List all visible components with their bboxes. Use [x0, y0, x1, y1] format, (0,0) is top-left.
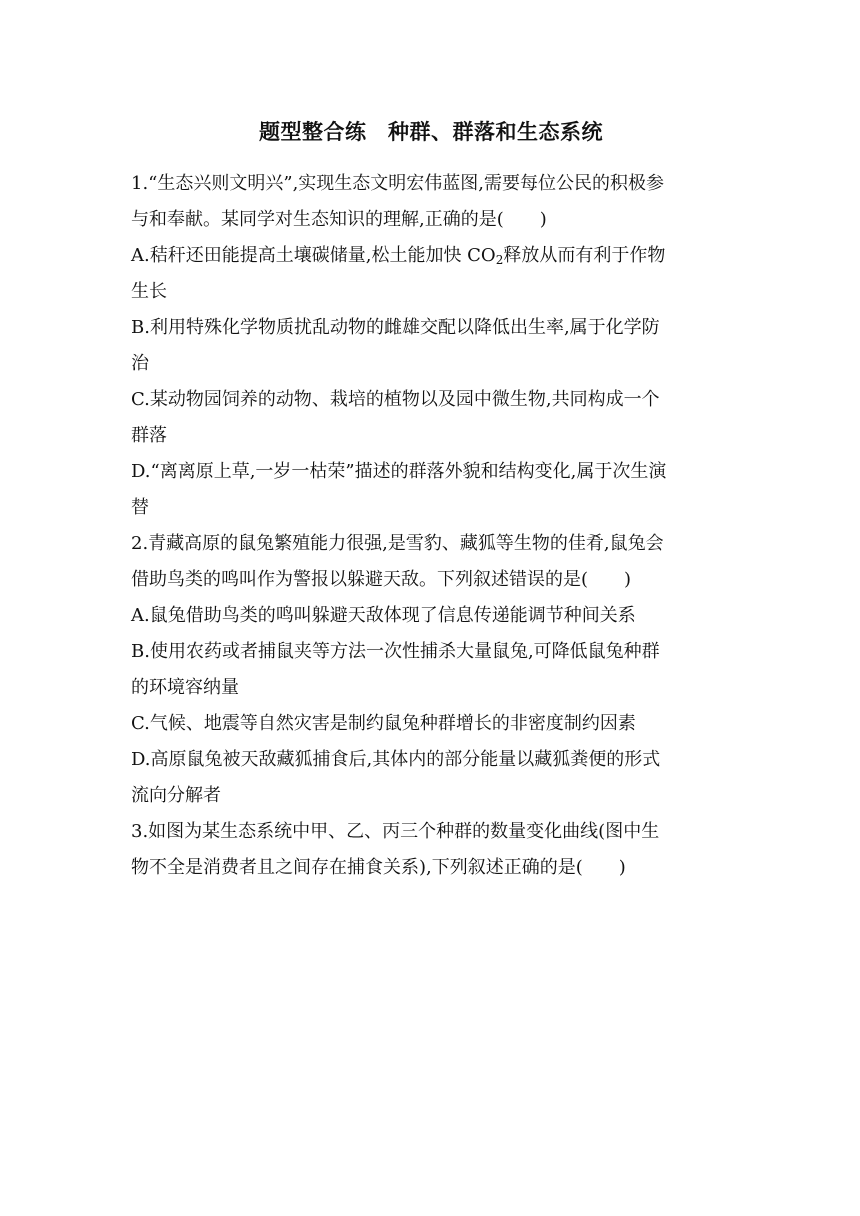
option-c-line-2: 群落: [131, 425, 167, 446]
question-2-option-c: [131, 706, 731, 742]
question-3-stem-line-2: 物不全是消费者且之间存在捕食关系),下列叙述正确的是( ): [131, 857, 626, 878]
option-b-line-2: 的环境容纳量: [131, 677, 239, 698]
option-c-line-1: C.某动物园饲养的动物、栽培的植物以及园中微生物,共同构成一个: [131, 389, 660, 410]
option-d-line-2: 替: [131, 497, 149, 518]
question-2-stem-line-2: 借助鸟类的鸣叫作为警报以躲避天敌。下列叙述错误的是( ): [131, 569, 632, 590]
question-3: [131, 814, 731, 886]
document-title: 题型整合练 种群、群落和生态系统: [259, 119, 603, 144]
question-2-option-b: [131, 634, 731, 706]
option-b-line-1: B.使用农药或者捕鼠夹等方法一次性捕杀大量鼠兔,可降低鼠兔种群: [131, 641, 660, 662]
option-d-line-1: D.高原鼠兔被天敌藏狐捕食后,其体内的部分能量以藏狐粪便的形式: [131, 749, 661, 770]
question-2-option-a: [131, 598, 731, 634]
question-2-stem-line-1: 2.青藏高原的鼠兔繁殖能力很强,是雪豹、藏狐等生物的佳肴,鼠兔会: [131, 533, 664, 554]
question-1-option-b: [131, 310, 731, 382]
option-a-line-1: [131, 238, 731, 274]
option-b-line-2: 治: [131, 353, 149, 374]
co2-subscript: 2: [495, 253, 504, 267]
option-b-line-1: B.利用特殊化学物质扰乱动物的雌雄交配以降低出生率,属于化学防: [131, 317, 660, 338]
question-1-stem-line-1: 1.“生态兴则文明兴”,实现生态文明宏伟蓝图,需要每位公民的积极参: [131, 173, 665, 194]
option-a-line-1: A.鼠兔借助鸟类的鸣叫躲避天敌体现了信息传递能调节种间关系: [131, 605, 636, 626]
option-d-line-1: D.“离离原上草,一岁一枯荣”描述的群落外貌和结构变化,属于次生演: [131, 461, 667, 482]
question-2: [131, 526, 731, 814]
option-c-line-1: C.气候、地震等自然灾害是制约鼠兔种群增长的非密度制约因素: [131, 713, 636, 734]
question-1: [131, 166, 731, 526]
option-d-line-2: 流向分解者: [131, 785, 221, 806]
question-2-option-d: [131, 742, 731, 814]
question-1-option-c: [131, 382, 731, 454]
question-1-option-a: [131, 238, 731, 310]
question-1-option-d: [131, 454, 731, 526]
option-a-text-after: 释放从而有利于作物: [503, 245, 666, 266]
option-a-text-before: A.秸秆还田能提高土壤碳储量,松土能加快 CO: [131, 245, 496, 266]
document-page: [131, 112, 731, 886]
question-3-stem-line-1: 3.如图为某生态系统中甲、乙、丙三个种群的数量变化曲线(图中生: [131, 821, 660, 842]
question-1-stem-line-2: 与和奉献。某同学对生态知识的理解,正确的是( ): [131, 209, 547, 230]
option-a-line-2: 生长: [131, 281, 167, 302]
